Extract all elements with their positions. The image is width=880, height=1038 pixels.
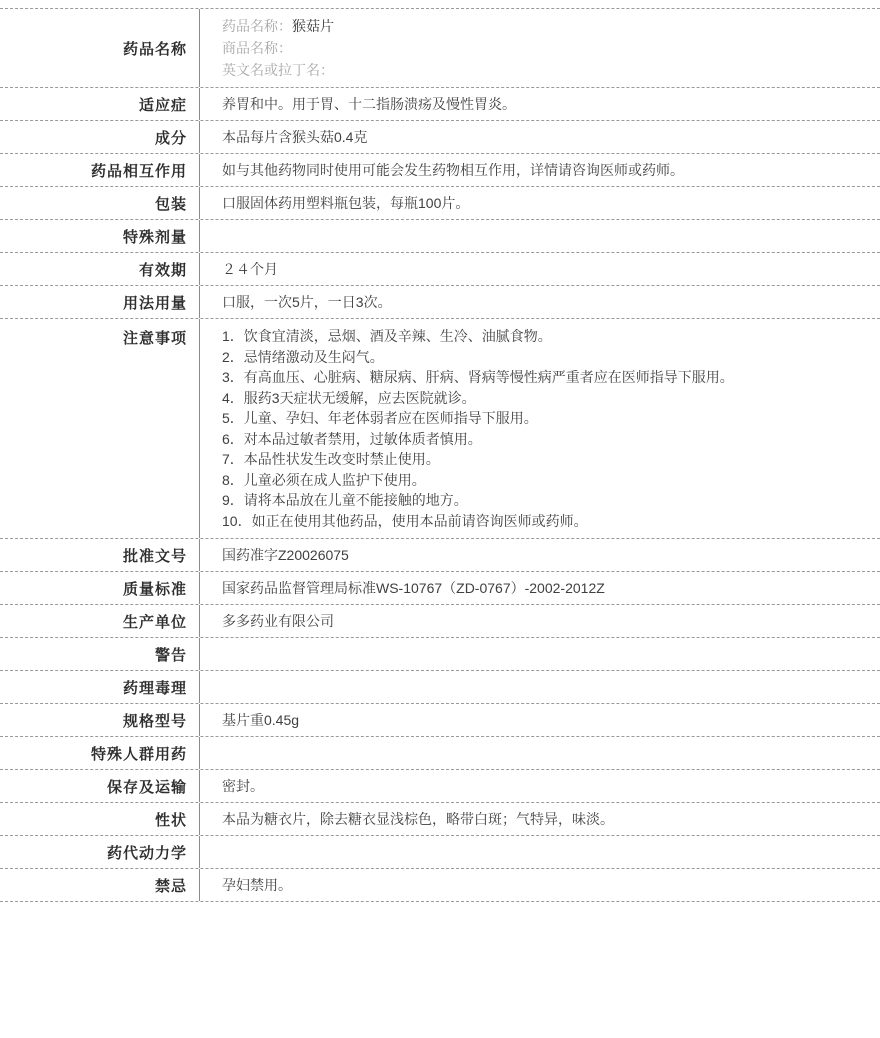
row-pharmacology-toxicology [0,671,880,704]
generic-name-prefix: 药品名称： [222,18,292,34]
row-value: 多多药业有限公司 [222,612,334,629]
row-label: 成分 [0,121,200,153]
row-label: 药理毒理 [0,671,200,703]
row-label: 注意事项 [0,319,200,538]
generic-name-value: 猴菇片 [292,18,334,34]
precaution-item: 4．服药3天症状无缓解，应去医院就诊。 [222,389,476,406]
row-value [200,319,880,538]
row-value [200,671,880,703]
row-value [200,836,880,868]
row-value: 国家药品监督管理局标准WS-10767（ZD-0767）-2002-2012Z [222,579,605,596]
row-label: 警告 [0,638,200,670]
row-description [0,803,880,836]
row-value: 国药准字Z20026075 [222,546,349,563]
row-special-dosage [0,220,880,253]
row-label: 质量标准 [0,572,200,604]
row-specification [0,704,880,737]
row-label: 性状 [0,803,200,835]
precaution-item: 3．有高血压、心脏病、糖尿病、肝病、肾病等慢性病严重者应在医师指导下服用。 [222,369,734,385]
row-label: 包装 [0,187,200,219]
row-value: 口服固体药用塑料瓶包装，每瓶100片。 [222,194,470,211]
row-label: 药代动力学 [0,836,200,868]
row-packaging [0,187,880,220]
row-label: 药品相互作用 [0,154,200,186]
row-label: 特殊剂量 [0,220,200,252]
row-quality-standard [0,572,880,605]
row-contraindications [0,869,880,902]
precaution-item: 6．对本品过敏者禁用，过敏体质者慎用。 [222,430,482,447]
row-label: 适应症 [0,88,200,120]
row-label: 特殊人群用药 [0,737,200,769]
row-drug-interactions [0,154,880,187]
row-value: 基片重0.45g [222,711,300,728]
row-value [200,9,880,87]
precaution-item: 5．儿童、孕妇、年老体弱者应在医师指导下服用。 [222,410,538,426]
row-label: 批准文号 [0,539,200,571]
row-value: ２４个月 [222,260,278,277]
row-value: 本品为糖衣片，除去糖衣显浅棕色，略带白斑；气特异，味淡。 [222,810,614,827]
row-dosage-usage [0,286,880,319]
row-value [200,737,880,769]
row-label: 保存及运输 [0,770,200,802]
row-shelf-life [0,253,880,286]
precaution-item: 10．如正在使用其他药品，使用本品前请咨询医师或药师。 [222,512,588,529]
trade-name-line: 商品名称： [222,40,292,56]
generic-name-line [222,15,866,37]
precaution-item: 1．饮食宜清淡，忌烟、酒及辛辣、生冷、油腻食物。 [222,328,552,344]
row-label: 禁忌 [0,869,200,901]
row-label: 规格型号 [0,704,200,736]
row-indications [0,88,880,121]
precaution-item: 2．忌情绪激动及生闷气。 [222,348,384,365]
row-approval-number [0,539,880,572]
precaution-item: 9．请将本品放在儿童不能接触的地方。 [222,492,468,508]
row-special-populations [0,737,880,770]
row-manufacturer [0,605,880,638]
row-value: 本品每片含猴头菇0.4克 [222,128,368,145]
precaution-item: 8．儿童必须在成人监护下使用。 [222,471,426,488]
row-label: 生产单位 [0,605,200,637]
precaution-item: 7．本品性状发生改变时禁止使用。 [222,451,440,467]
english-name-line: 英文名或拉丁名： [222,62,334,78]
row-value: 如与其他药物同时使用可能会发生药物相互作用，详情请咨询医师或药师。 [222,161,684,178]
drug-info-table [0,8,880,902]
row-label: 用法用量 [0,286,200,318]
row-value: 孕妇禁用。 [222,876,292,893]
row-value: 口服，一次5片，一日3次。 [222,293,392,310]
row-precautions [0,319,880,539]
row-value: 密封。 [222,777,264,794]
row-drug-name [0,9,880,88]
row-value [200,220,880,252]
row-label: 有效期 [0,253,200,285]
row-storage-transport [0,770,880,803]
row-pharmacokinetics [0,836,880,869]
row-value: 养胃和中。用于胃、十二指肠溃疡及慢性胃炎。 [222,95,516,112]
row-ingredients [0,121,880,154]
row-value [200,638,880,670]
row-label: 药品名称 [0,9,200,87]
row-warning [0,638,880,671]
